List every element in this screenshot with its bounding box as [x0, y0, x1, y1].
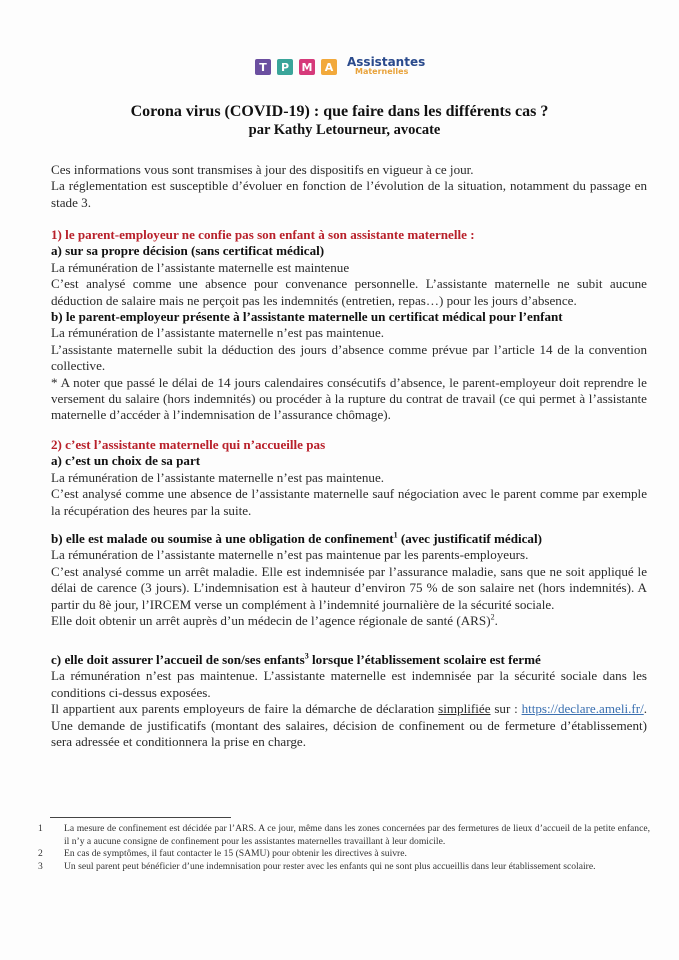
section-2b-para-3: Elle doit obtenir un arrêt auprès d’un médecin de l’agence régionale de santé (ARS)$^2$.	[51, 612, 498, 629]
section-1a-para-2: C’est analysé comme une absence pour convenance personnelle. L’assistante maternelle ne subit aucune déduction de salaire mais ne perçoit pas les indemnités (entretien, repas…) pour les jours d’absence.	[51, 276, 647, 308]
section-1b-para-2: L’assistante maternelle subit la déduction des jours d’absence comme prévue par l’article 14 de la convention collective.	[51, 341, 647, 374]
section-1b-note: * A noter que passé le délai de 14 jours calendaires consécutifs d’absence, le parent-employeur doit reprendre le versement du salaire (hors indemnités) ou procéder à la rupture du contrat de travail (ce qui permet à l’assistante maternelle d’accéder à l’indemnisation de l’assurance chômage).	[51, 374, 647, 423]
declare-ameli-link[interactable]: https://declare.ameli.fr/	[521, 701, 644, 717]
section-2c-heading: c) elle doit assurer l’accueil de son/ses enfants$^3$ lorsque l’établissement scolaire est fermé	[51, 651, 541, 667]
section-1a-para-1: La rémunération de l’assistante maternelle est maintenue	[51, 259, 350, 275]
intro	[51, 162, 647, 211]
logo-tile-m: M	[299, 59, 315, 75]
simplifiee-underlined: simplifiée	[438, 701, 491, 717]
section-2b-para-1: La rémunération de l’assistante maternelle n’est pas maintenue par les parents-employeurs.	[51, 547, 529, 563]
footnote-text: La mesure de confinement est décidée par l’ARS. A ce jour, même dans les zones concernées par des fermetures de lieux d’accueil de la petite enfance, il n’y a aucune consigne de confinement pour les assistantes maternelles travaillant à leur domicile.	[64, 823, 650, 847]
footnote-number: 3	[38, 860, 43, 872]
section-2b	[51, 531, 647, 629]
brand-wordmark	[347, 55, 426, 76]
footnote-text: Un seul parent peut bénéficier d’une indemnisation pour rester avec les enfants qui ne sont plus accueillis dans leur établissement scolaire.	[64, 860, 596, 872]
logo-tile-a: A	[321, 59, 337, 75]
footnote-text: En cas de symptômes, il faut contacter le 15 (SAMU) pour obtenir les directives à suivre.	[64, 848, 407, 860]
section-2c-para-2: Il appartient aux parents employeurs de faire la démarche de déclaration simplifiée sur : https://declare.ameli.fr/. Une demande de justificatifs (montant des salaires, décision de confinement ou de fermeture d’établissement) sera adressée et conditionnera la prise en charge.	[51, 701, 648, 750]
footnotes	[38, 823, 650, 873]
footnote-2	[38, 848, 650, 861]
section-2b-para-2: C’est analysé comme un arrêt maladie. Elle est indemnisée par l’assurance maladie, sans que ne soit appliqué le délai de carence (3 jours). L’indemnisation est à hauteur d’environ 75 % de son salaire net (hors indemnités). A partir du 8è jour, l’IRCEM verse un complément à l’indemnité journalière de la sécurité sociale.	[51, 563, 647, 612]
intro-line-1: Ces informations vous sont transmises à jour des dispositifs en vigueur à ce jour.	[51, 162, 474, 177]
brand-line-1: Assistantes	[347, 55, 426, 69]
brand-line-2: Maternelles	[355, 67, 409, 76]
logo-tile-p: P	[277, 59, 293, 75]
footnote-divider	[50, 817, 231, 818]
footnote-ref-1[interactable]: 1	[393, 530, 398, 540]
footnote-ref-2[interactable]: 2	[490, 612, 495, 622]
section-1b-para-1: La rémunération de l’assistante maternelle n’est pas maintenue.	[51, 325, 385, 341]
footnote-3	[38, 861, 650, 874]
section-1a-heading: a) sur sa propre décision (sans certificat médical)	[51, 243, 325, 259]
section-2a-heading: a) c’est un choix de sa part	[51, 453, 201, 469]
intro-line-2: La réglementation est susceptible d’évoluer en fonction de l’évolution de la situation, notamment du passage en stade 3.	[51, 178, 647, 210]
footnote-1	[38, 823, 650, 848]
section-1	[51, 227, 647, 424]
section-2c	[51, 652, 647, 750]
section-2a-para-2: C’est analysé comme une absence de l’assistante maternelle sauf négociation avec le parent comme par exemple la récupération des heures par la suite.	[51, 486, 647, 518]
tpma-logo	[255, 55, 426, 76]
section-2c-para-1: La rémunération n’est pas maintenue. L’assistante maternelle est indemnisée par la sécurité sociale dans les conditions ci-dessus exposées.	[51, 668, 647, 700]
page-subtitle: par Kathy Letourneur, avocate	[248, 122, 441, 138]
section-2a-para-1: La rémunération de l’assistante maternelle n’est pas maintenue.	[51, 469, 385, 485]
section-2	[51, 437, 647, 519]
footnote-number: 2	[38, 848, 43, 860]
logo-tile-t: T	[255, 59, 271, 75]
footnote-ref-3[interactable]: 3	[304, 651, 309, 661]
section-1-heading: 1) le parent-employeur ne confie pas son enfant à son assistante maternelle :	[51, 227, 475, 242]
section-2-heading: 2) c’est l’assistante maternelle qui n’accueille pas	[51, 437, 326, 452]
section-2b-heading: b) elle est malade ou soumise à une obligation de confinement$^1$ (avec justificatif médical)	[51, 530, 542, 546]
footnote-number: 1	[38, 823, 43, 834]
page-title: Corona virus (COVID-19) : que faire dans les différents cas ?	[130, 103, 549, 120]
section-1b-heading: b) le parent-employeur présente à l’assistante maternelle un certificat médical pour l’enfant	[51, 309, 563, 325]
